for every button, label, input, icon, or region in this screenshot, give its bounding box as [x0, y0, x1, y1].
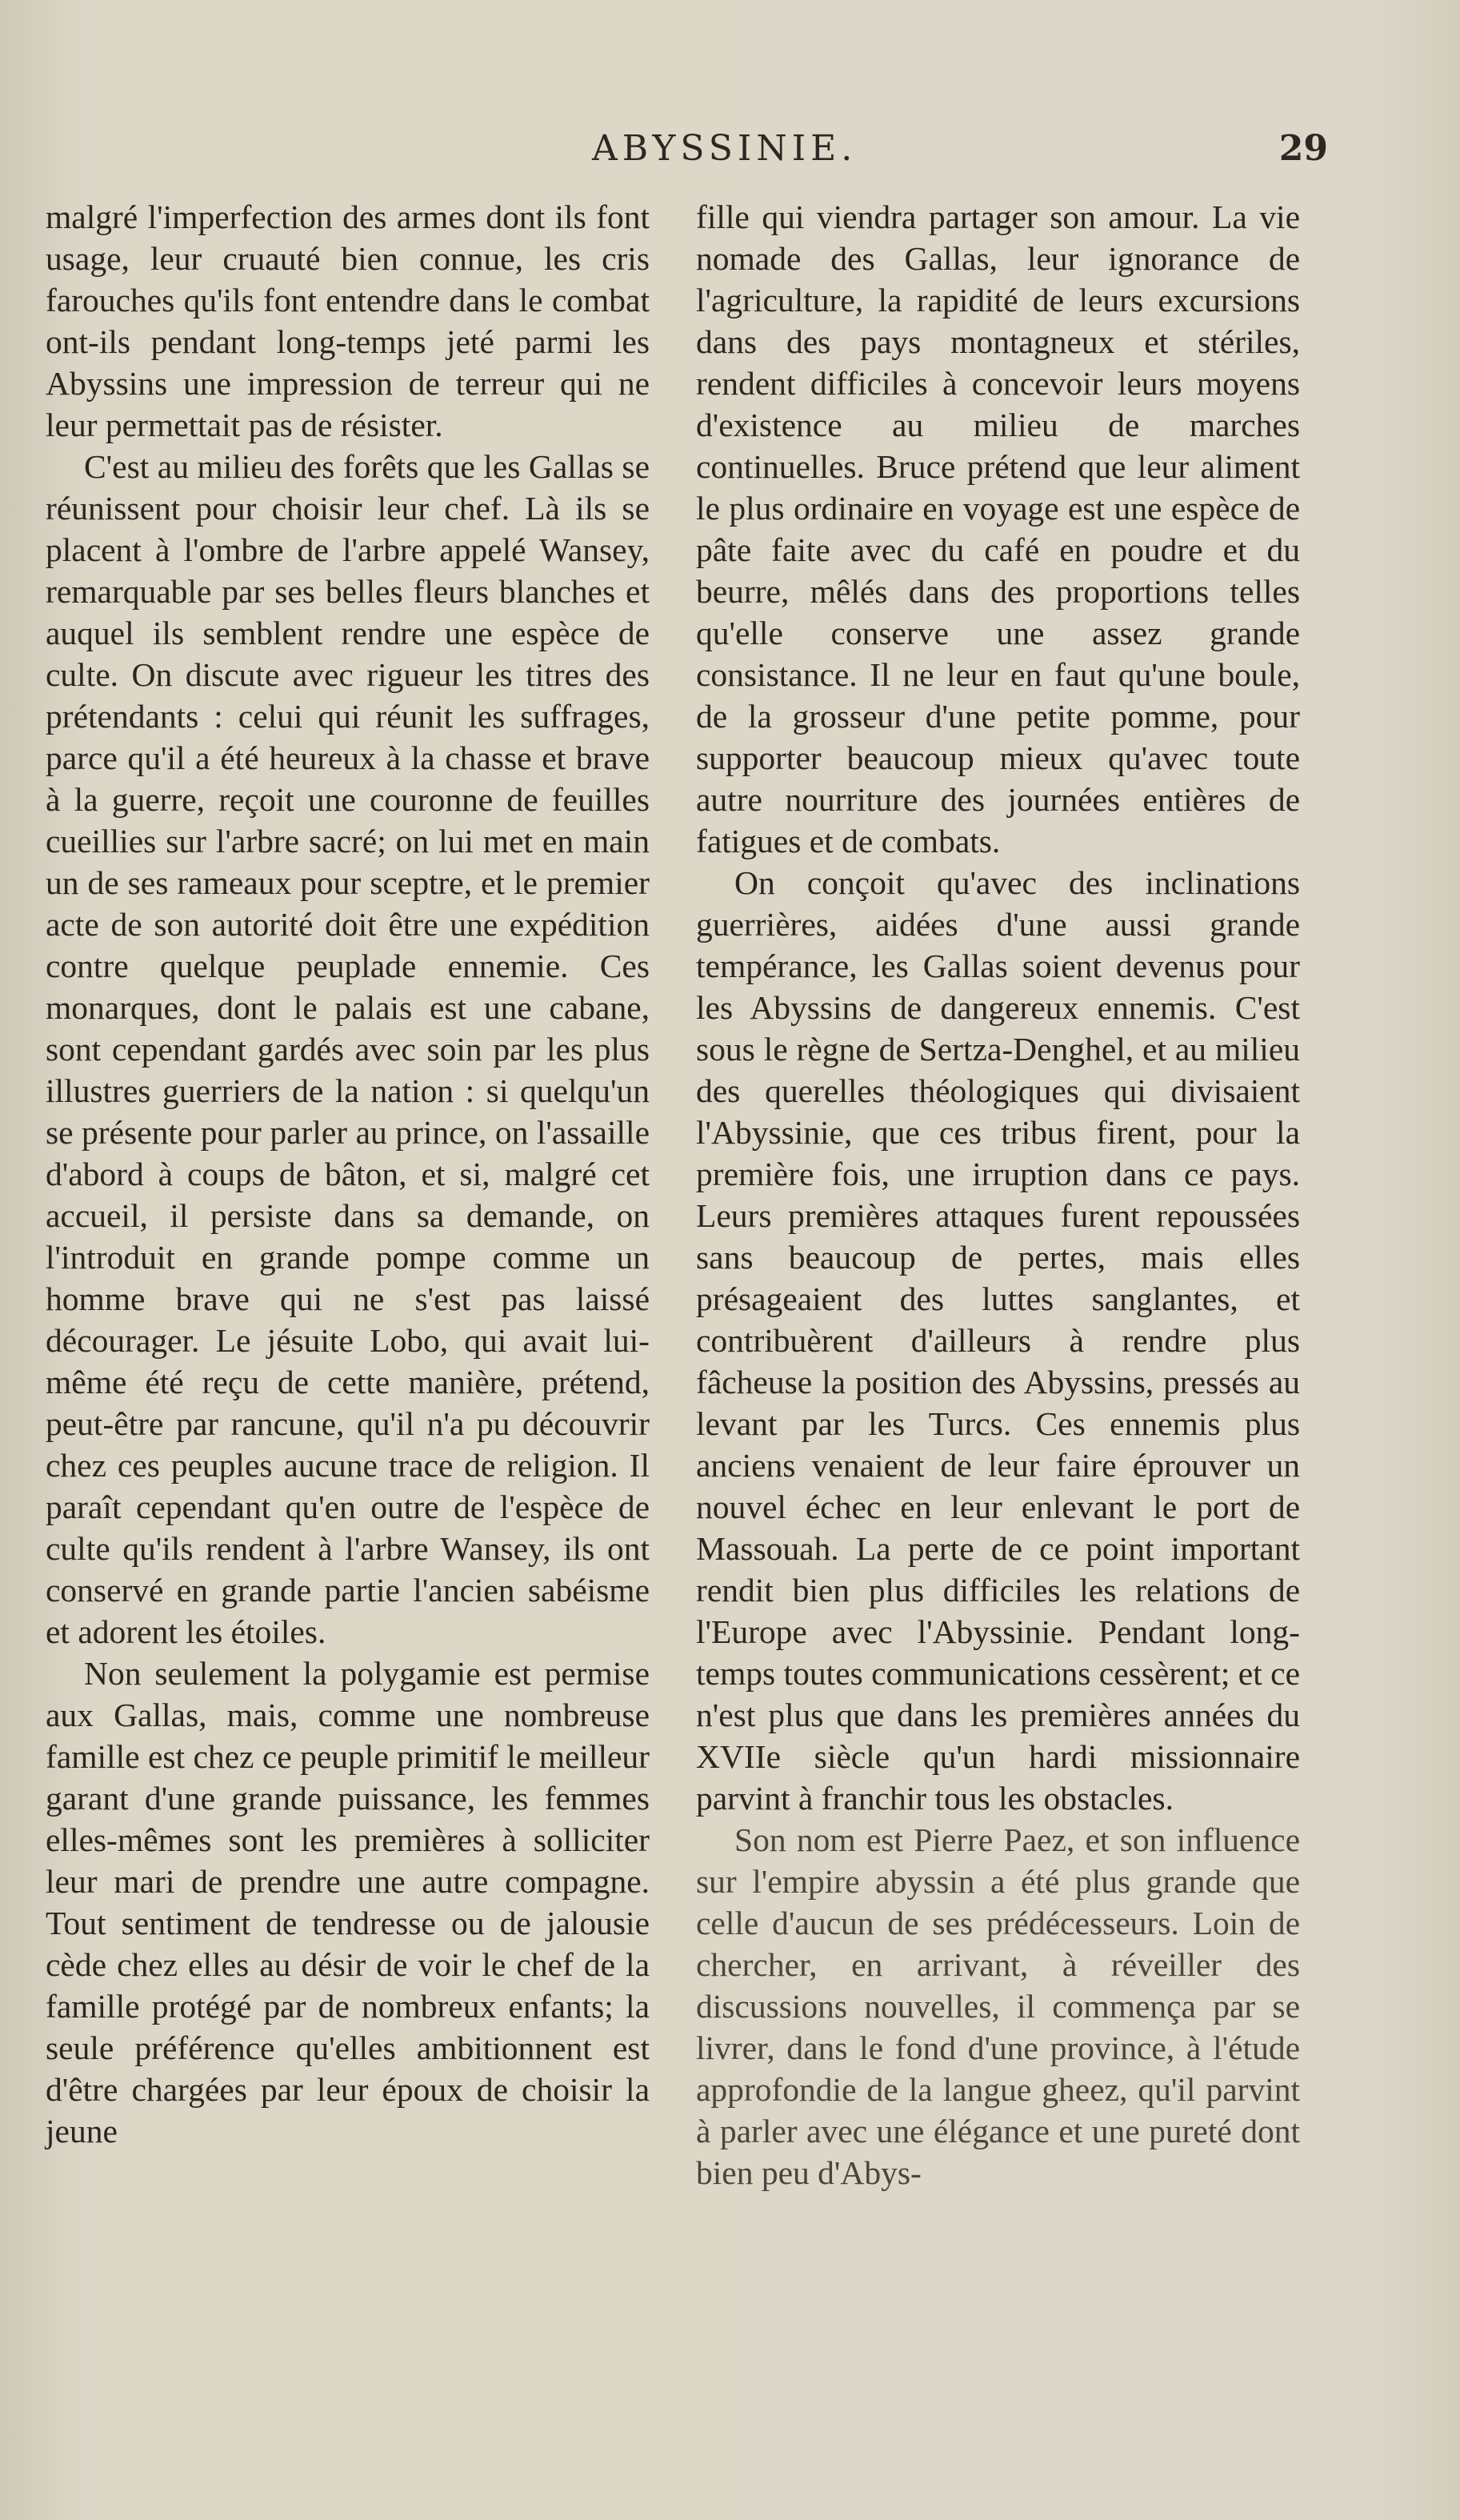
paragraph: On conçoit qu'avec des inclinations guerrières, aidées d'une aussi grande tempérance, les Gallas soient devenus pour les Abyssins de dangereux ennemis. C'est sous le règne de Sertza-Denghel, et au milieu des querelles théologiques qui divisaient l'Abyssinie, que ces tribus firent, pour la première fois, une irruption dans ce pays. Leurs premières attaques furent repoussées sans beaucoup de pertes, mais elles présageaient des luttes sanglantes, et contribuèrent d'ailleurs à rendre plus fâcheuse la position des Abyssins, pressés au levant par les Turcs. Ces ennemis plus anciens venaient de leur faire éprouver un nouvel échec en leur enlevant le port de Massouah. La perte de ce point important rendit bien plus difficiles les relations de l'Europe avec l'Abyssinie. Pendant long-temps toutes communications cessèrent; et ce n'est plus que dans les premières années du XVIIe siècle qu'un hardi missionnaire parvint à franchir tous les obstacles.	[696, 864, 1300, 1817]
paragraph: Son nom est Pierre Paez, et son influence sur l'empire abyssin a été plus grande que celle d'aucun de ses prédécesseurs. Loin de chercher, en arrivant, à réveiller des discussions nouvelles, il commença par se livrer, dans le fond d'une province, à l'étude approfondie de la langue gheez, qu'il parvint à parler avec une élégance et une pureté dont bien peu d'Abys-	[696, 1821, 1300, 2191]
page-header	[48, 128, 1328, 176]
page-number: 29	[1278, 128, 1328, 169]
left-column	[46, 196, 650, 2357]
paragraph: malgré l'imperfection des armes dont ils font usage, leur cruauté bien connue, les cris farouches qu'ils font entendre dans le combat ont-ils pendant long-temps jeté parmi les Abyssins une impression de terreur qui ne leur permettait pas de résister.	[46, 198, 650, 443]
paragraph: C'est au milieu des forêts que les Gallas se réunissent pour choisir leur chef. Là ils se placent à l'ombre de l'arbre appelé Wansey, remarquable par ses belles fleurs blanches et auquel ils semblent rendre une espèce de culte. On discute avec rigueur les titres des prétendants : celui qui réunit les suffrages, parce qu'il a été heureux à la chasse et brave à la guerre, reçoit une couronne de feuilles cueillies sur l'arbre sacré; on lui met en main un de ses rameaux pour sceptre, et le premier acte de son autorité doit être une expédition contre quelque peuplade ennemie. Ces monarques, dont le palais est une cabane, sont cependant gardés avec soin par les plus illustres guerriers de la nation : si quelqu'un se présente pour parler au prince, on l'assaille d'abord à coups de bâton, et si, malgré cet accueil, il persiste dans sa demande, on l'introduit en grande pompe comme un homme brave qui ne s'est pas laissé décourager. Le jésuite Lobo, qui avait lui-même été reçu de cette manière, prétend, peut-être par rancune, qu'il n'a pu découvrir chez ces peuples aucune trace de religion. Il paraît cependant qu'en outre de l'espèce de culte qu'ils rendent à l'arbre Wansey, ils ont conservé en grande partie l'ancien sabéisme et adorent les étoiles.	[46, 448, 650, 1650]
paragraph: fille qui viendra partager son amour. La vie nomade des Gallas, leur ignorance de l'agriculture, la rapidité de leurs excursions dans des pays montagneux et stériles, rendent difficiles à concevoir leurs moyens d'existence au milieu de marches continuelles. Bruce prétend que leur aliment le plus ordinaire en voyage est une espèce de pâte faite avec du café en poudre et du beurre, mêlés dans des proportions telles qu'elle conserve une assez grande consistance. Il ne leur en faut qu'une boule, de la grosseur d'une petite pomme, pour supporter beaucoup mieux qu'avec toute autre nourriture des journées entières de fatigues et de combats.	[696, 198, 1300, 859]
paragraph: Non seulement la polygamie est permise aux Gallas, mais, comme une nombreuse famille est chez ce peuple primitif le meilleur garant d'une grande puissance, les femmes elles-mêmes sont les premières à solliciter leur mari de prendre une autre compagne. Tout sentiment de tendresse ou de jalousie cède chez elles au désir de voir le chef de la famille protégé par de nombreux enfants; la seule préférence qu'elles ambitionnent est d'être chargées par leur époux de choisir la jeune	[46, 1655, 650, 2149]
right-column	[696, 196, 1300, 2357]
running-title: ABYSSINIE.	[592, 128, 858, 169]
